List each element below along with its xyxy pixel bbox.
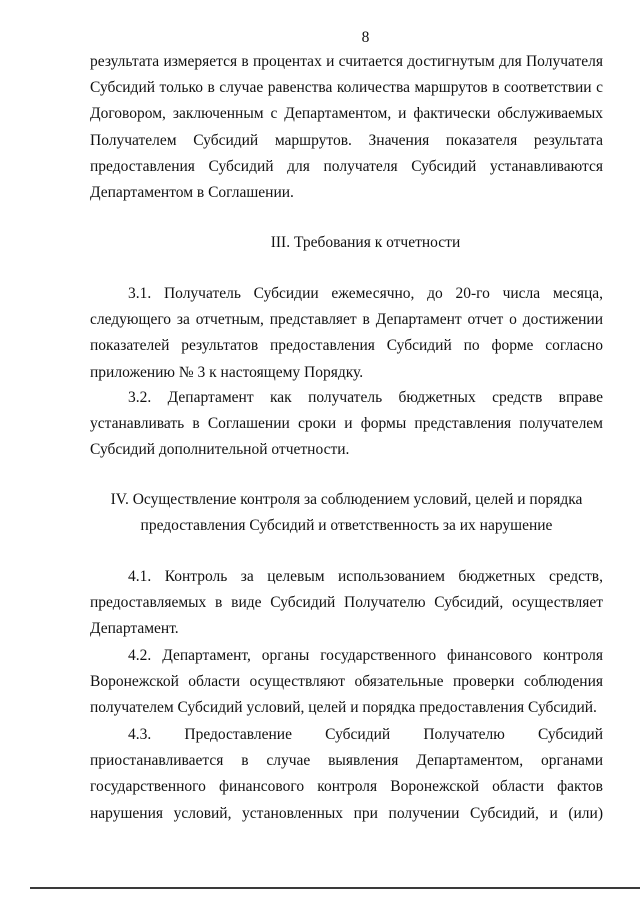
paragraph-4-3 bbox=[90, 722, 603, 827]
paragraph-line: Департаментом в Соглашении. bbox=[90, 183, 294, 201]
scan-edge-divider bbox=[30, 887, 640, 889]
paragraph-line: нарушения условий, установленных при получении Субсидий, и (или) bbox=[90, 804, 603, 822]
paragraph-line: Субсидий дополнительной отчетности. bbox=[90, 441, 350, 459]
paragraph-line: следующего за отчетным, представляет в Департамент отчет о достижении bbox=[90, 311, 603, 329]
paragraph-4-1 bbox=[90, 564, 603, 643]
section-heading-line: III. Требования к отчетности bbox=[270, 234, 461, 251]
section-3-heading bbox=[90, 230, 603, 256]
paragraph-3-1 bbox=[90, 281, 603, 386]
paragraph-line: 4.3. Предоставление Субсидий Получателю Субсидий bbox=[128, 726, 603, 743]
paragraph-line: приложению № 3 к настоящему Порядку. bbox=[90, 363, 364, 381]
paragraph-line: 3.1. Получатель Субсидии ежемесячно, до 20-го числа месяца, bbox=[128, 285, 603, 302]
paragraph-4-2 bbox=[90, 643, 603, 722]
paragraph-line: 4.1. Контроль за целевым использованием бюджетных средств, bbox=[128, 568, 603, 585]
paragraph-line: 3.2. Департамент как получатель бюджетных средств вправе bbox=[128, 389, 603, 406]
paragraph-3-2 bbox=[90, 385, 603, 464]
paragraph-line: 4.2. Департамент, органы государственного финансового контроля bbox=[128, 647, 603, 664]
paragraph-line: результата измеряется в процентах и считается достигнутым для Получателя bbox=[90, 53, 603, 70]
page-number: 8 bbox=[361, 29, 370, 46]
paragraph-line: Получателем Субсидий маршрутов. Значения показателя результата bbox=[90, 131, 603, 149]
page-number-block bbox=[90, 25, 603, 51]
section-heading-line: предоставления Субсидий и ответственность за их нарушение bbox=[140, 517, 553, 535]
paragraph-line: Департамент. bbox=[90, 620, 179, 638]
paragraph-line: устанавливать в Соглашении сроки и формы представления получателем bbox=[90, 415, 603, 433]
section-heading-line: IV. Осуществление контроля за соблюдением условий, целей и порядка bbox=[110, 491, 583, 508]
paragraph-line: предоставляемых в виде Субсидий Получателю Субсидий, осуществляет bbox=[90, 594, 603, 612]
paragraph-line: Воронежской области осуществляют обязательные проверки соблюдения bbox=[90, 673, 603, 691]
paragraph-line: Договором, заключенным с Департаментом, и фактически обслуживаемых bbox=[90, 105, 603, 123]
paragraph-line: Субсидий только в случае равенства количества маршрутов в соответствии с bbox=[90, 79, 603, 97]
paragraph-line: государственного финансового контроля Воронежской области фактов bbox=[90, 778, 603, 796]
paragraph-line: получателем Субсидий условий, целей и порядка предоставления Субсидий. bbox=[90, 699, 597, 717]
paragraph-line: предоставления Субсидий для получателя Субсидий устанавливаются bbox=[90, 157, 603, 175]
section-4-heading bbox=[90, 487, 603, 539]
paragraph-line: показателей результатов предоставления Субсидий по форме согласно bbox=[90, 337, 603, 355]
paragraph-line: приостанавливается в случае выявления Департаментом, органами bbox=[90, 752, 603, 770]
continued-paragraph bbox=[90, 49, 603, 206]
